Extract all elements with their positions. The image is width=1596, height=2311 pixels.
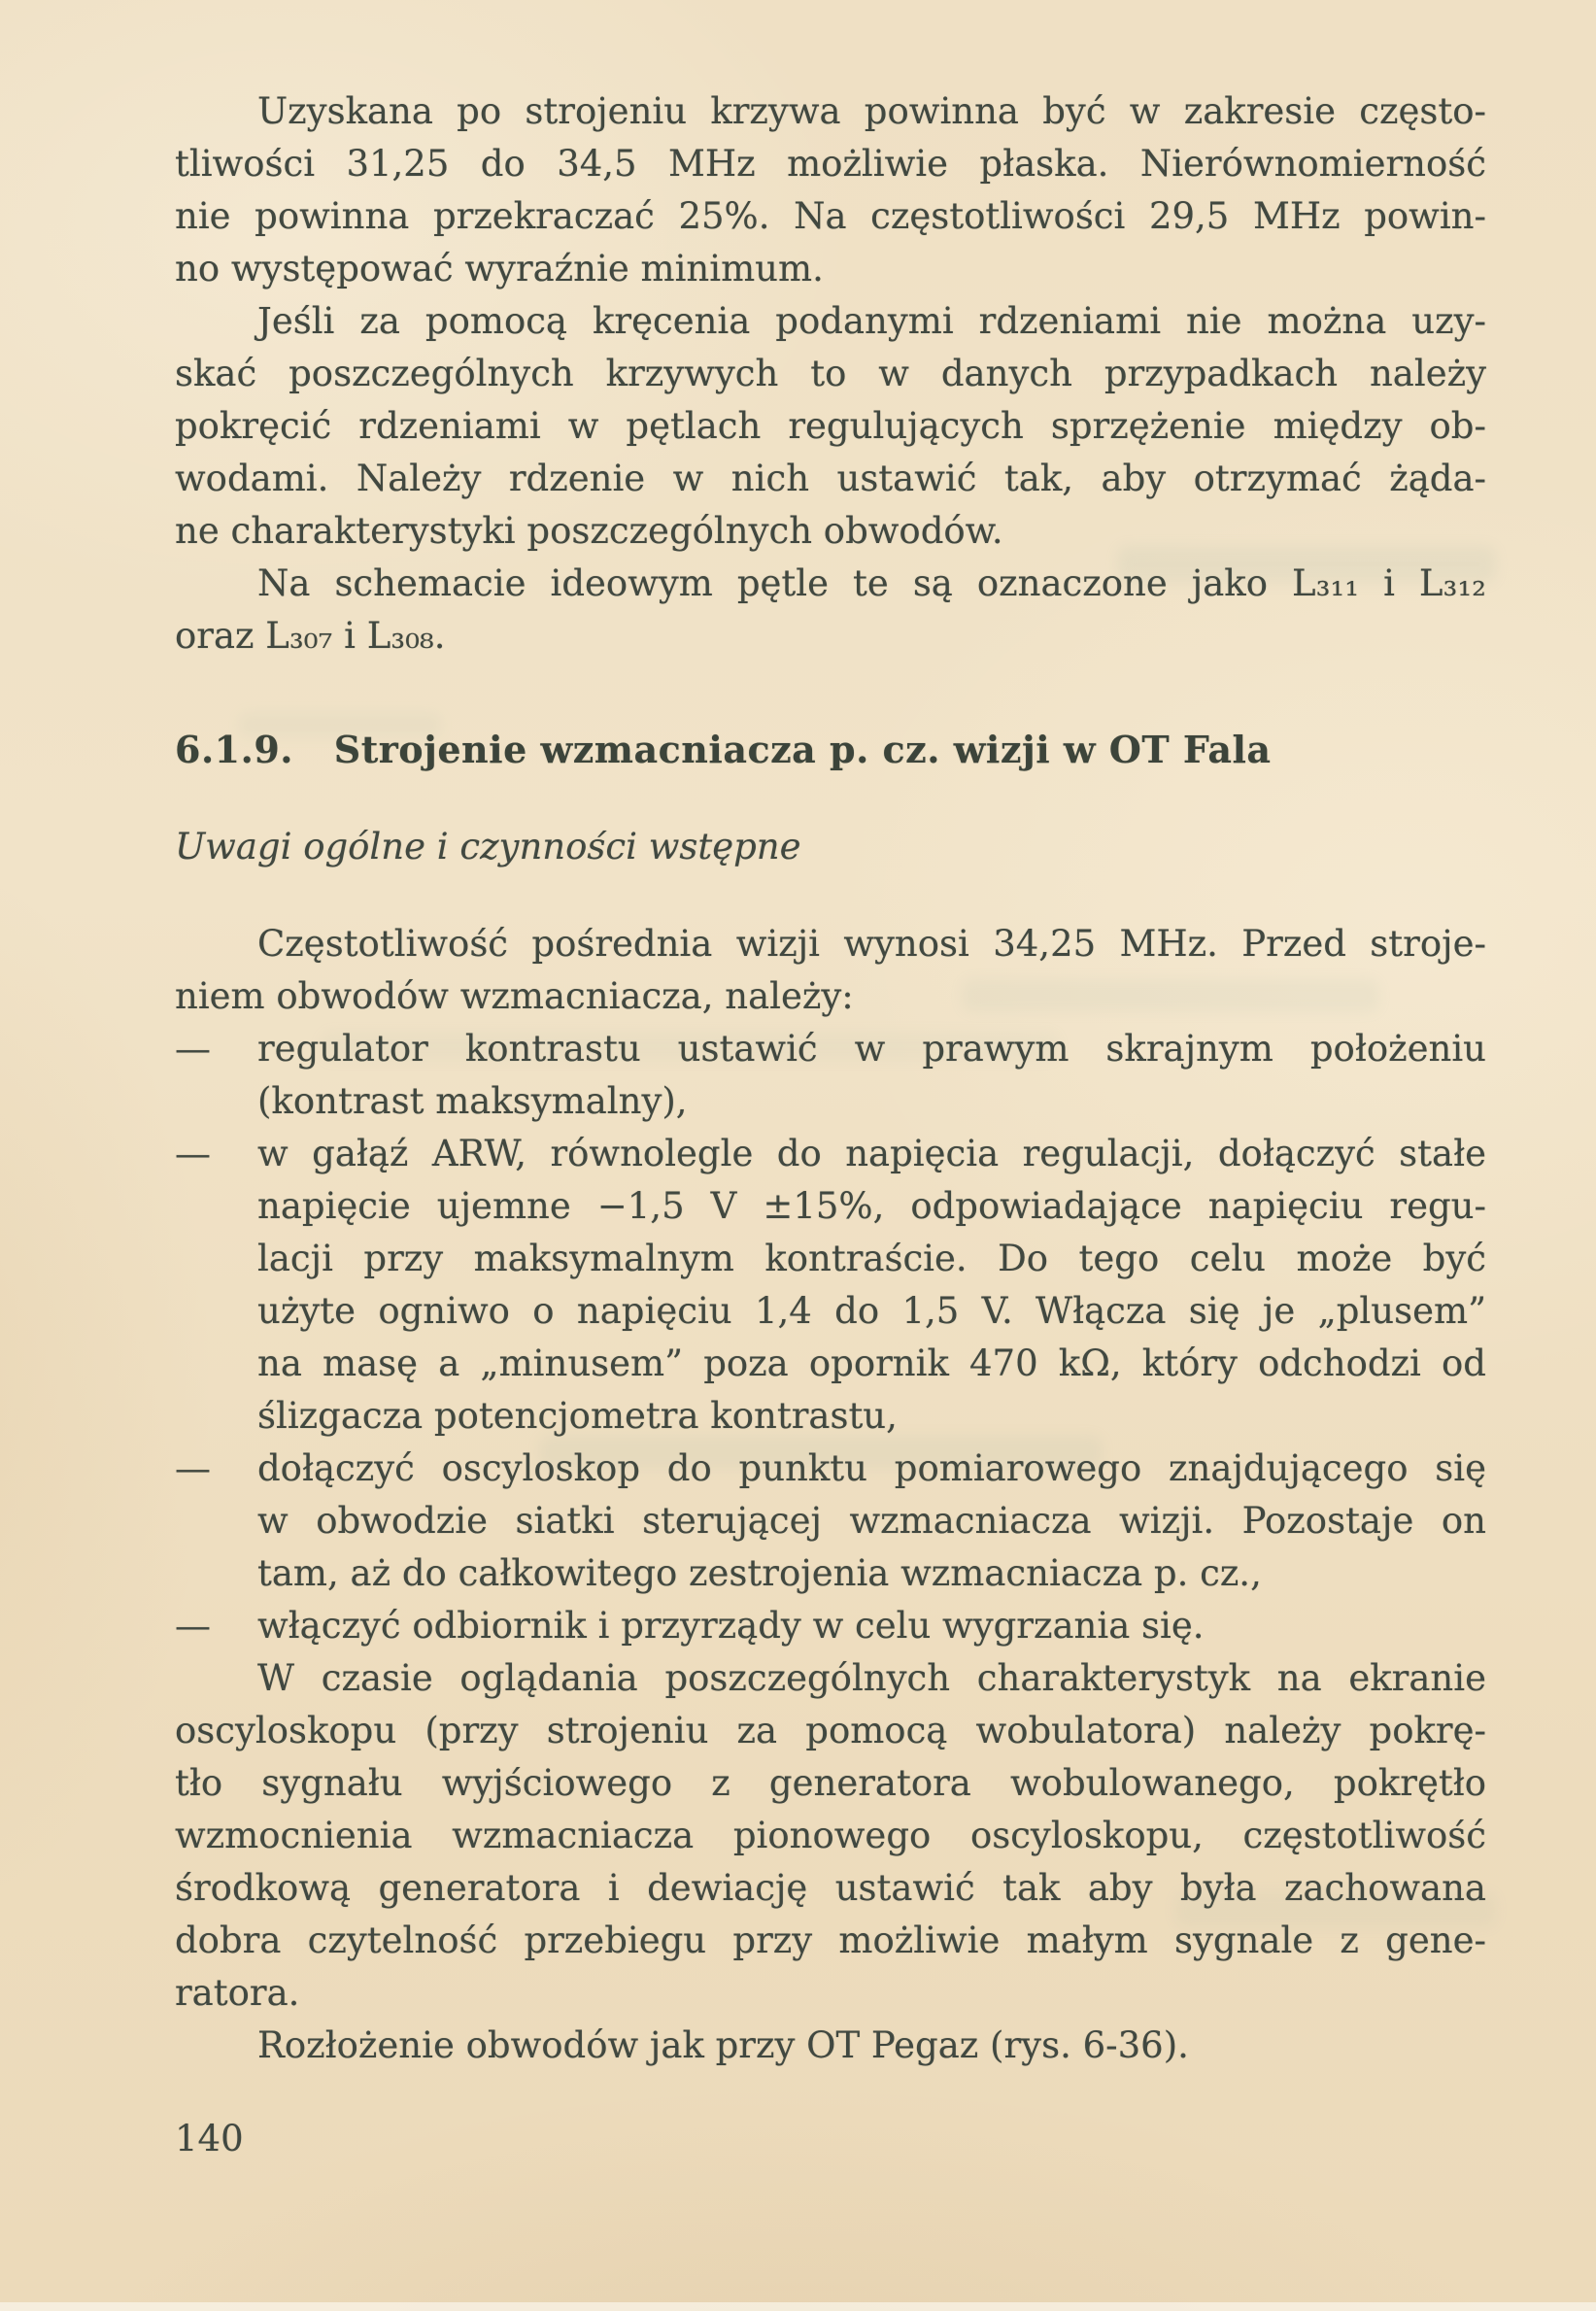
text-line: na masę a „minusem” poza opornik 470 kΩ, który odchodzi od: [257, 1342, 1486, 1384]
text-line: no występować wyraźnie minimum.: [175, 248, 824, 289]
text-line: tło sygnału wyjściowego z generatora wobulowanego, pokrętło: [175, 1762, 1486, 1804]
text-line: oraz L₃₀₇ i L₃₀₈.: [175, 615, 446, 657]
text-line: nie powinna przekraczać 25%. Na częstotliwości 29,5 MHz powin-: [175, 195, 1486, 237]
text-line: W czasie oglądania poszczególnych charakterystyk na ekranie: [257, 1657, 1486, 1699]
text-line: napięcie ujemne −1,5 V ±15%, odpowiadające napięciu regu-: [257, 1185, 1486, 1227]
section-heading: [175, 724, 1486, 776]
text-line: użyte ogniwo o napięciu 1,4 do 1,5 V. Włącza się je „plusem”: [257, 1290, 1486, 1332]
intro-paragraphs: [175, 85, 1486, 663]
text-line: pokręcić rdzeniami w pętlach regulujących sprzężenie między ob-: [175, 405, 1486, 447]
bullet-dash: —: [175, 1028, 211, 1070]
text-line: oscyloskopu (przy strojeniu za pomocą wobulatora) należy pokrę-: [175, 1710, 1486, 1751]
text-line: niem obwodów wzmacniacza, należy:: [175, 975, 854, 1017]
bullet-text: w gałąź ARW, równolegle do napięcia regulacji, dołączyć stałe: [257, 1133, 1486, 1174]
text-line: [175, 1443, 1486, 1495]
procedure-paragraphs: [175, 918, 1486, 2072]
body-text: [175, 85, 1486, 2072]
text-line: skać poszczególnych krzywych to w danych przypadkach należy: [175, 353, 1486, 394]
text-line: ne charakterystyki poszczególnych obwodów.: [175, 510, 1003, 552]
text-line: tliwości 31,25 do 34,5 MHz możliwie płaska. Nierównomierność: [175, 143, 1486, 185]
text-line: [175, 1600, 1486, 1652]
text-line: wodami. Należy rdzenie w nich ustawić tak, aby otrzymać żąda-: [175, 458, 1486, 499]
text-line: lacji przy maksymalnym kontraście. Do tego celu może być: [257, 1238, 1486, 1279]
bullet-dash: —: [175, 1605, 211, 1647]
text-line: tam, aż do całkowitego zestrojenia wzmacniacza p. cz.,: [257, 1552, 1262, 1594]
bullet-dash: —: [175, 1447, 211, 1489]
text-line: ratora.: [175, 1972, 300, 2014]
text-line: Uzyskana po strojeniu krzywa powinna być w zakresie często-: [257, 90, 1486, 132]
text-line: w obwodzie siatki sterującej wzmacniacza wizji. Pozostaje on: [257, 1500, 1486, 1542]
page-number: 140: [175, 2118, 244, 2159]
text-line: Na schemacie ideowym pętle te są oznaczone jako L₃₁₁ i L₃₁₂: [257, 562, 1486, 604]
text-line: Częstotliwość pośrednia wizji wynosi 34,25 MHz. Przed stroje-: [257, 923, 1486, 965]
text-line: ślizgacza potencjometra kontrastu,: [257, 1395, 898, 1437]
bullet-text: dołączyć oscyloskop do punktu pomiarowego znajdującego się: [257, 1447, 1486, 1489]
text-line: Jeśli za pomocą kręcenia podanymi rdzeniami nie można uzy-: [257, 300, 1486, 342]
subsection-title: Uwagi ogólne i czynności wstępne: [175, 826, 801, 867]
text-line: (kontrast maksymalny),: [257, 1080, 688, 1122]
text-line: [175, 1023, 1486, 1075]
bullet-text: włączyć odbiornik i przyrządy w celu wygrzania się.: [257, 1605, 1205, 1647]
text-line: [175, 1128, 1486, 1180]
text-line: środkową generatora i dewiację ustawić tak aby była zachowana: [175, 1867, 1486, 1909]
text-line: Rozłożenie obwodów jak przy OT Pegaz (rys. 6-36).: [257, 2024, 1189, 2066]
bullet-text: regulator kontrastu ustawić w prawym skrajnym położeniu: [257, 1028, 1486, 1070]
text-line: wzmocnienia wzmacniacza pionowego oscyloskopu, częstotliwość: [175, 1815, 1486, 1856]
bullet-dash: —: [175, 1133, 211, 1174]
text-line: dobra czytelność przebiegu przy możliwie małym sygnale z gene-: [175, 1920, 1486, 1961]
section-number: 6.1.9.: [175, 728, 294, 771]
section-title: Strojenie wzmacniacza p. cz. wizji w OT Fala: [333, 728, 1272, 771]
